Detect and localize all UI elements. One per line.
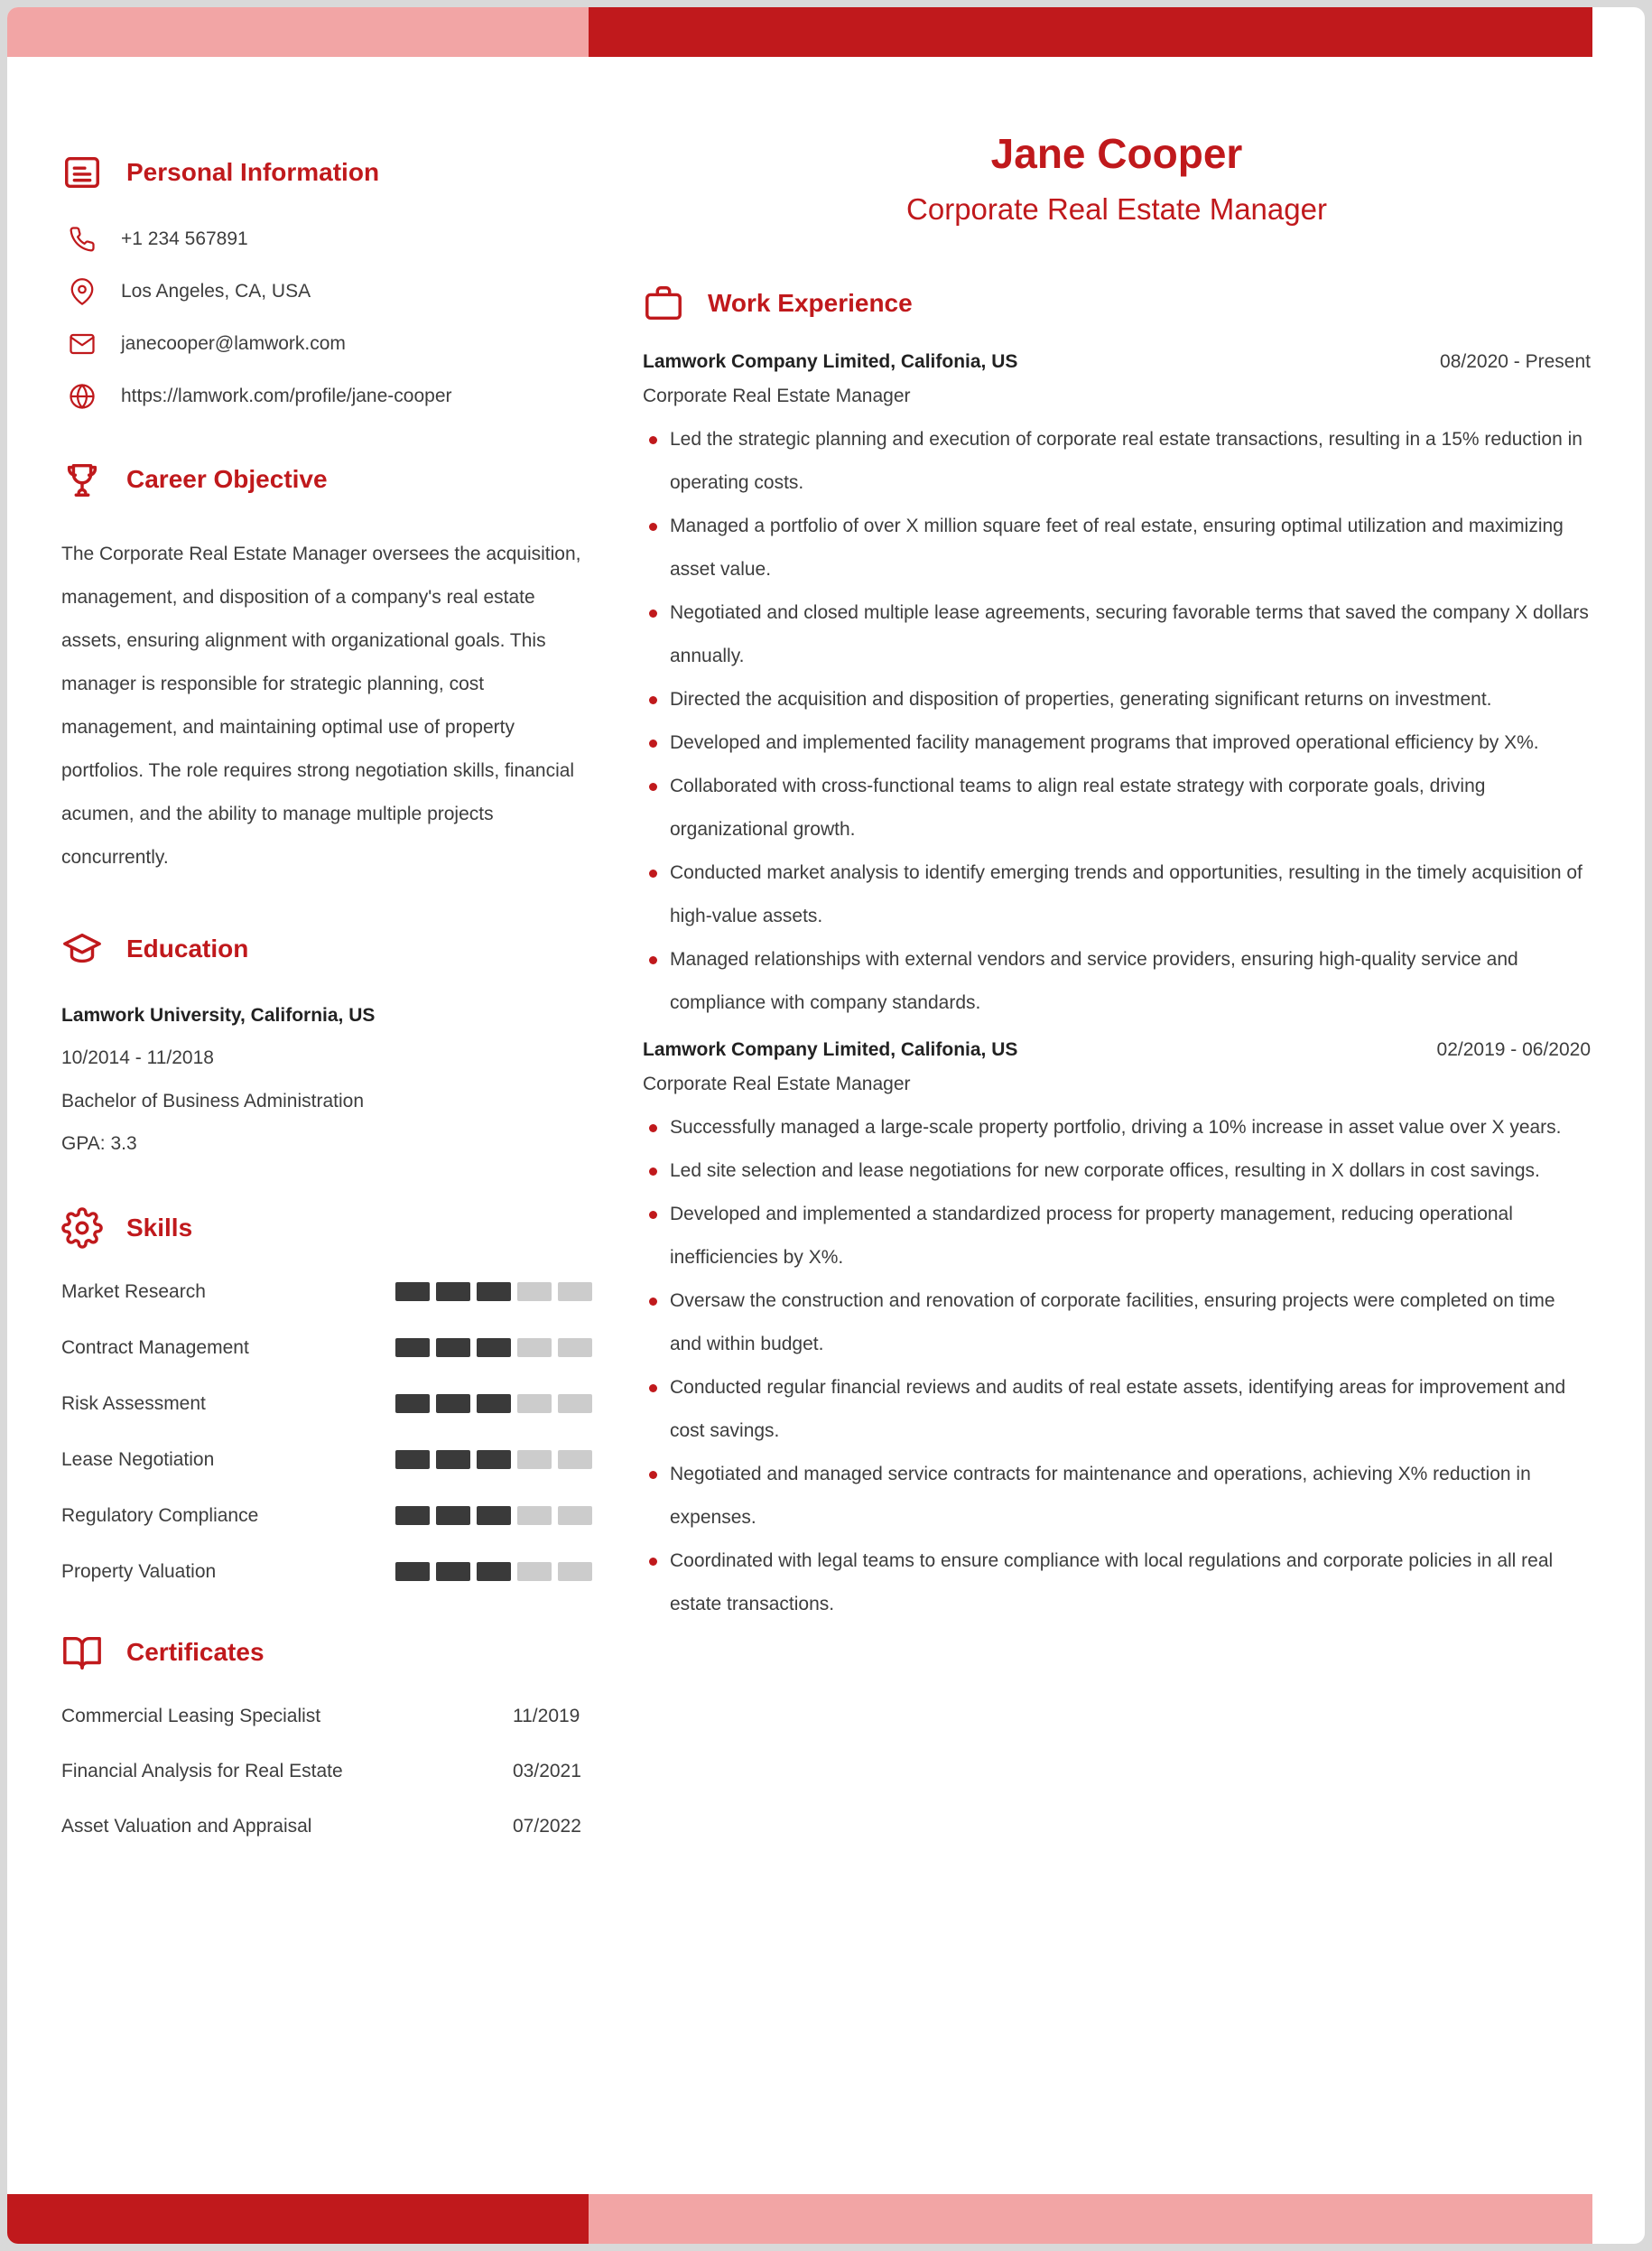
personal-information-heading bbox=[61, 152, 592, 193]
graduation-cap-icon bbox=[61, 928, 103, 970]
skill-level-segment bbox=[436, 1282, 470, 1301]
bottom-bar-red-segment bbox=[7, 2194, 589, 2244]
skill-row bbox=[61, 1281, 592, 1303]
section-title: Personal Information bbox=[126, 158, 380, 186]
job-bullet: Developed and implemented facility management programs that improved operational efficiency by X%. bbox=[643, 721, 1591, 765]
section-certificates bbox=[61, 1632, 592, 1837]
skill-row bbox=[61, 1505, 592, 1527]
job-header bbox=[643, 351, 1591, 373]
section-title: Work Experience bbox=[708, 289, 913, 317]
skill-level-segment bbox=[395, 1282, 430, 1301]
skill-level-bar bbox=[395, 1506, 592, 1525]
top-decorative-bar bbox=[7, 7, 1645, 57]
skill-level-segment bbox=[517, 1394, 552, 1413]
skill-level-segment bbox=[477, 1282, 511, 1301]
certificate-name: Commercial Leasing Specialist bbox=[61, 1705, 321, 1726]
education-gpa: GPA: 3.3 bbox=[61, 1133, 137, 1155]
certificate-name: Asset Valuation and Appraisal bbox=[61, 1815, 312, 1837]
skill-level-bar bbox=[395, 1562, 592, 1581]
job-entry bbox=[643, 351, 1591, 1025]
email-icon bbox=[69, 330, 96, 358]
job-bullet: Collaborated with cross-functional teams to align real estate strategy with corporate goals, driving organizational growth. bbox=[643, 765, 1591, 851]
phone-number: +1 234 567891 bbox=[121, 228, 248, 249]
certificates-list bbox=[61, 1706, 592, 1837]
job-entry bbox=[643, 1039, 1591, 1626]
skill-name: Risk Assessment bbox=[61, 1392, 206, 1414]
skill-level-segment bbox=[395, 1506, 430, 1525]
skills-heading bbox=[61, 1207, 592, 1249]
education-school: Lamwork University, California, US bbox=[61, 1005, 376, 1026]
briefcase-icon bbox=[643, 283, 684, 324]
section-title: Career Objective bbox=[126, 465, 328, 493]
email-address: janecooper@lamwork.com bbox=[121, 333, 346, 354]
skill-level-segment bbox=[395, 1394, 430, 1413]
bottom-bar-pink-segment bbox=[589, 2194, 1592, 2244]
skill-name: Contract Management bbox=[61, 1336, 249, 1358]
skill-row bbox=[61, 1337, 592, 1359]
skill-level-segment bbox=[395, 1338, 430, 1357]
skill-name: Market Research bbox=[61, 1280, 206, 1302]
person-job-title: Corporate Real Estate Manager bbox=[906, 192, 1327, 226]
person-name: Jane Cooper bbox=[990, 130, 1243, 177]
section-personal-information bbox=[61, 152, 592, 410]
page-content bbox=[7, 7, 1645, 1871]
certificate-date: 11/2019 bbox=[513, 1705, 580, 1726]
contact-row-website bbox=[69, 383, 592, 410]
job-bullet: Negotiated and managed service contracts for maintenance and operations, achieving X% reduction in expenses. bbox=[643, 1453, 1591, 1539]
skill-level-bar bbox=[395, 1450, 592, 1469]
skill-level-segment bbox=[395, 1450, 430, 1469]
job-bullet: Coordinated with legal teams to ensure compliance with local regulations and corporate policies in all real estate transactions. bbox=[643, 1539, 1591, 1626]
contact-row-phone bbox=[69, 226, 592, 253]
job-bullet: Conducted market analysis to identify emerging trends and opportunities, resulting in the timely acquisition of high-value assets. bbox=[643, 851, 1591, 938]
skill-level-segment bbox=[477, 1338, 511, 1357]
skill-row bbox=[61, 1561, 592, 1583]
certificate-row bbox=[61, 1706, 592, 1727]
education-heading bbox=[61, 928, 592, 970]
job-company: Lamwork Company Limited, Califonia, US bbox=[643, 351, 1018, 372]
section-title: Skills bbox=[126, 1213, 193, 1242]
location-text: Los Angeles, CA, USA bbox=[121, 281, 311, 302]
career-objective-heading bbox=[61, 459, 592, 500]
skill-level-segment bbox=[477, 1394, 511, 1413]
education-degree: Bachelor of Business Administration bbox=[61, 1090, 365, 1112]
job-bullet: Successfully managed a large-scale property portfolio, driving a 10% increase in asset value over X years. bbox=[643, 1106, 1591, 1149]
id-card-icon bbox=[61, 152, 103, 193]
job-bullet: Led the strategic planning and execution of corporate real estate transactions, resulting in a 15% reduction in operating costs. bbox=[643, 418, 1591, 505]
job-bullet: Managed relationships with external vendors and service providers, ensuring high-quality service and compliance with company standards. bbox=[643, 938, 1591, 1025]
career-objective-text: The Corporate Real Estate Manager oversees the acquisition, management, and disposition of a company's real estate assets, ensuring alignment with organizational goals. This manager is responsible for strategic planning, cost management, and maintaining optimal use of property portfolios. The role requires strong negotiation skills, financial acumen, and the ability to manage multiple projects concurrently. bbox=[61, 544, 581, 868]
skill-level-segment bbox=[517, 1282, 552, 1301]
job-role: Corporate Real Estate Manager bbox=[643, 386, 911, 406]
section-skills bbox=[61, 1207, 592, 1583]
skill-level-segment bbox=[477, 1562, 511, 1581]
skill-level-segment bbox=[477, 1450, 511, 1469]
skill-name: Property Valuation bbox=[61, 1560, 217, 1582]
gear-icon bbox=[61, 1207, 103, 1249]
skill-level-segment bbox=[436, 1394, 470, 1413]
location-icon bbox=[69, 278, 96, 305]
skill-level-segment bbox=[558, 1394, 592, 1413]
skill-level-bar bbox=[395, 1394, 592, 1413]
section-education bbox=[61, 928, 592, 1158]
skill-level-segment bbox=[395, 1562, 430, 1581]
skill-level-segment bbox=[517, 1506, 552, 1525]
profile-url[interactable]: https://lamwork.com/profile/jane-cooper bbox=[121, 386, 452, 406]
skill-level-segment bbox=[477, 1506, 511, 1525]
contact-row-location bbox=[69, 278, 592, 305]
job-role: Corporate Real Estate Manager bbox=[643, 1074, 911, 1094]
certificate-date: 03/2021 bbox=[513, 1760, 581, 1781]
education-dates: 10/2014 - 11/2018 bbox=[61, 1047, 214, 1069]
skill-row bbox=[61, 1449, 592, 1471]
skill-level-segment bbox=[436, 1450, 470, 1469]
trophy-icon bbox=[61, 459, 103, 500]
skill-level-segment bbox=[558, 1506, 592, 1525]
resume-page bbox=[7, 7, 1645, 2244]
skill-level-segment bbox=[517, 1562, 552, 1581]
person-header bbox=[643, 102, 1591, 227]
job-company: Lamwork Company Limited, Califonia, US bbox=[643, 1039, 1018, 1060]
skill-level-segment bbox=[558, 1338, 592, 1357]
top-bar-red-segment bbox=[589, 7, 1592, 57]
right-column bbox=[592, 102, 1591, 1871]
section-career-objective bbox=[61, 459, 592, 879]
skill-level-bar bbox=[395, 1338, 592, 1357]
section-title: Education bbox=[126, 935, 249, 963]
skill-level-segment bbox=[436, 1506, 470, 1525]
contact-row-email bbox=[69, 330, 592, 358]
job-header bbox=[643, 1039, 1591, 1061]
job-bullet-list bbox=[643, 418, 1591, 1025]
skill-level-segment bbox=[558, 1562, 592, 1581]
bottom-decorative-bar bbox=[7, 2194, 1645, 2244]
certificate-row bbox=[61, 1761, 592, 1782]
job-bullet: Led site selection and lease negotiations for new corporate offices, resulting in X dollars in cost savings. bbox=[643, 1149, 1591, 1193]
top-bar-pink-segment bbox=[7, 7, 589, 57]
skill-level-segment bbox=[517, 1450, 552, 1469]
phone-icon bbox=[69, 226, 96, 253]
job-bullet: Developed and implemented a standardized process for property management, reducing operational inefficiencies by X%. bbox=[643, 1193, 1591, 1279]
skill-name: Regulatory Compliance bbox=[61, 1504, 259, 1526]
job-bullet: Managed a portfolio of over X million square feet of real estate, ensuring optimal utilization and maximizing asset value. bbox=[643, 505, 1591, 591]
job-bullet: Oversaw the construction and renovation of corporate facilities, ensuring projects were completed on time and within budget. bbox=[643, 1279, 1591, 1366]
website-icon bbox=[69, 383, 96, 410]
certificate-date: 07/2022 bbox=[513, 1815, 581, 1837]
skill-level-segment bbox=[558, 1450, 592, 1469]
certificates-heading bbox=[61, 1632, 592, 1673]
skill-level-bar bbox=[395, 1282, 592, 1301]
skill-level-segment bbox=[436, 1338, 470, 1357]
skill-level-segment bbox=[558, 1282, 592, 1301]
open-book-icon bbox=[61, 1632, 103, 1673]
certificate-name: Financial Analysis for Real Estate bbox=[61, 1760, 343, 1781]
section-title: Certificates bbox=[126, 1637, 265, 1666]
job-dates: 02/2019 - 06/2020 bbox=[1436, 1039, 1591, 1060]
skills-list bbox=[61, 1281, 592, 1583]
certificate-row bbox=[61, 1816, 592, 1837]
job-bullet-list bbox=[643, 1106, 1591, 1626]
work-experience-heading bbox=[643, 283, 1591, 324]
skill-level-segment bbox=[436, 1562, 470, 1581]
skill-level-segment bbox=[517, 1338, 552, 1357]
section-work-experience bbox=[643, 283, 1591, 1626]
skill-name: Lease Negotiation bbox=[61, 1448, 215, 1470]
job-bullet: Conducted regular financial reviews and audits of real estate assets, identifying areas for improvement and cost savings. bbox=[643, 1366, 1591, 1453]
left-column bbox=[61, 102, 592, 1871]
job-bullet: Directed the acquisition and disposition of properties, generating significant returns on investment. bbox=[643, 678, 1591, 721]
job-bullet: Negotiated and closed multiple lease agreements, securing favorable terms that saved the company X dollars annually. bbox=[643, 591, 1591, 678]
job-dates: 08/2020 - Present bbox=[1440, 351, 1591, 372]
skill-row bbox=[61, 1393, 592, 1415]
